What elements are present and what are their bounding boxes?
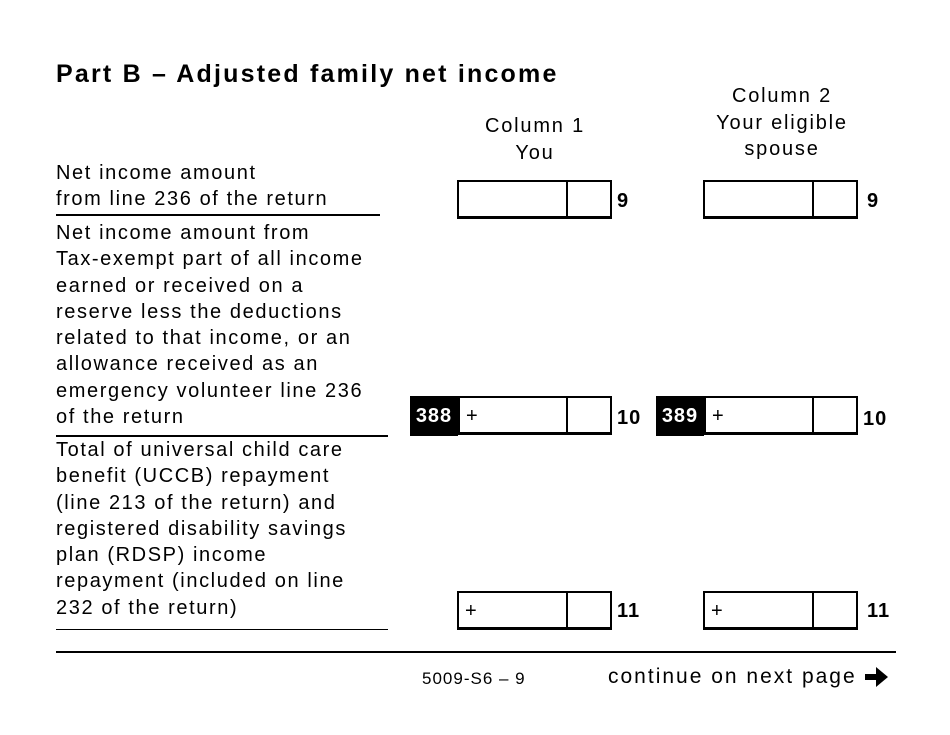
label-line: earned or received on a	[56, 274, 305, 297]
line-9-column-2-input[interactable]	[703, 180, 858, 219]
row-divider	[56, 629, 388, 630]
label-line: reserve less the deductions	[56, 300, 343, 323]
line-9-number-col2: 9	[867, 190, 880, 212]
column-2-heading-line2: Your eligible	[716, 111, 848, 134]
field-code-388: 388	[410, 396, 458, 436]
column-2-heading	[702, 83, 862, 163]
cents-field[interactable]	[566, 593, 610, 627]
cents-field[interactable]	[812, 398, 856, 432]
page-title: Part B – Adjusted family net income	[56, 60, 559, 88]
cents-field[interactable]	[812, 182, 856, 216]
label-line: Total of universal child care	[56, 439, 344, 461]
form-page-code: 5009-S6 – 9	[422, 669, 526, 688]
plus-sign: +	[712, 405, 724, 427]
row-11-label	[56, 437, 347, 621]
label-line: registered disability savings	[56, 517, 347, 540]
label-line: (line 213 of the return) and	[56, 491, 337, 514]
column-1-heading	[455, 113, 615, 166]
row-divider	[56, 214, 380, 216]
row-10-label	[56, 220, 364, 430]
cents-field[interactable]	[566, 182, 610, 216]
label-line: allowance received as an	[56, 353, 319, 376]
label-line: of the return	[56, 406, 185, 429]
line-10-column-2-input[interactable]	[704, 396, 858, 435]
plus-sign: +	[711, 600, 723, 622]
line-10-column-1-input[interactable]	[458, 396, 612, 435]
label-line: emergency volunteer line 236	[56, 379, 364, 402]
cents-field[interactable]	[812, 593, 856, 627]
continue-next-page[interactable]	[608, 665, 889, 689]
label-line: Tax-exempt part of all income	[56, 248, 364, 271]
column-1-heading-line1: Column 1	[485, 115, 585, 137]
line-11-column-1-input[interactable]	[457, 591, 612, 630]
label-line: from line 236 of the return	[56, 188, 329, 211]
arrow-right-icon	[863, 665, 889, 689]
footer-rule	[56, 651, 896, 653]
plus-sign: +	[466, 405, 478, 427]
line-9-column-1-input[interactable]	[457, 180, 612, 219]
label-line: benefit (UCCB) repayment	[56, 465, 331, 488]
label-line: repayment (included on line	[56, 570, 345, 593]
column-2-heading-line1: Column 2	[732, 85, 832, 107]
label-line: Net income amount	[56, 162, 257, 184]
cents-field[interactable]	[566, 398, 610, 432]
field-code-389: 389	[656, 396, 704, 436]
column-1-heading-line2: You	[515, 141, 555, 164]
column-2-heading-line3: spouse	[744, 138, 820, 160]
line-11-number-col1: 11	[617, 600, 641, 622]
label-line: related to that income, or an	[56, 327, 352, 350]
line-10-number-col1: 10	[617, 407, 642, 429]
label-line: 232 of the return)	[56, 596, 239, 619]
continue-text: continue on next page	[608, 665, 857, 688]
label-line: Net income amount from	[56, 222, 311, 244]
row-9-label	[56, 160, 328, 213]
label-line: plan (RDSP) income	[56, 544, 268, 567]
line-11-column-2-input[interactable]	[703, 591, 858, 630]
plus-sign: +	[465, 600, 477, 622]
line-11-number-col2: 11	[867, 600, 891, 622]
line-10-number-col2: 10	[863, 408, 888, 430]
line-9-number-col1: 9	[617, 190, 630, 212]
